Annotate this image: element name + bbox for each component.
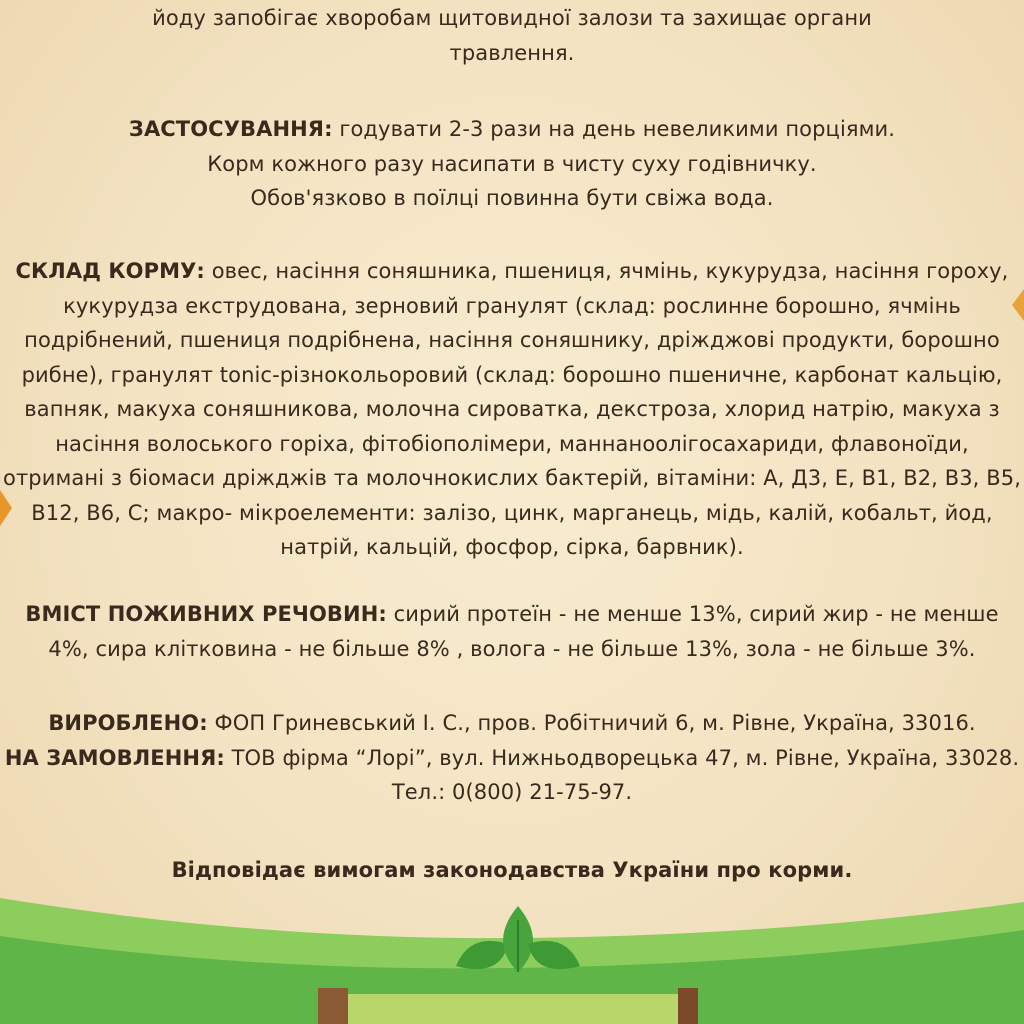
package-box-right xyxy=(678,988,698,1024)
manufacturer-line xyxy=(0,706,1024,741)
usage-line-3: Обов'язково в поїлці повинна бути свіжа вода. xyxy=(250,186,774,210)
composition-line-1-text: овес, насіння соняшника, пшениця, ячмінь, кукурудза, насіння гороху, xyxy=(204,259,1009,283)
composition-line-6: насіння волоського горіха, фітобіополімери, маннаноолігосахариди, флавоноїди, xyxy=(55,431,969,456)
composition-heading: СКЛАД КОРМУ: xyxy=(15,259,205,283)
bottom-decoration xyxy=(0,880,1024,1024)
composition-line-8: В12, В6, С; макро- мікроелементи: залізо, цинк, марганець, мідь, калій, кобальт, йод, xyxy=(31,500,993,525)
usage-line-1 xyxy=(0,112,1024,147)
composition-line-3: подрібнений, пшениця подрібнена, насіння соняшнику, дріжджові продукти, борошно xyxy=(24,328,1000,352)
package-box xyxy=(348,994,678,1024)
iodine-paragraph xyxy=(0,1,1024,70)
iodine-line-2: травлення. xyxy=(449,40,575,65)
usage-section xyxy=(0,112,1024,216)
nutrients-section xyxy=(0,597,1024,666)
nutrients-line-1 xyxy=(0,597,1024,632)
ordered-by-text: ТОВ фірма “Лорі”, вул. Нижньодворецька 47, м. Рівне, Україна, 33028. xyxy=(224,745,1020,770)
composition-line-9: натрій, кальцій, фосфор, сірка, барвник). xyxy=(280,535,744,559)
nutrients-line-2: 4%, сира клітковина - не більше 8% , волога - не більше 13%, зола - не більше 3%. xyxy=(48,636,976,661)
manufacturer-heading: ВИРОБЛЕНО: xyxy=(48,711,208,735)
compliance-statement: Відповідає вимогам законодавства України про корми. xyxy=(171,858,853,882)
nutrients-line-1-text: сирий протеїн - не менше 13%, сирий жир - не менше xyxy=(386,602,999,626)
manufacturer-text: ФОП Гриневський І. С., пров. Робітничий 6, м. Рівне, Україна, 33016. xyxy=(207,711,976,735)
ordered-by-line xyxy=(0,741,1024,776)
package-box-left xyxy=(318,988,348,1024)
composition-section xyxy=(0,254,1024,565)
usage-line-2: Корм кожного разу насипати в чисту суху годівничку. xyxy=(207,151,817,176)
usage-heading: ЗАСТОСУВАННЯ: xyxy=(128,117,333,141)
composition-line-4: рибне), гранулят tonic-різнокольоровий (склад: борошно пшеничне, карбонат кальцію, xyxy=(21,362,1003,387)
nutrients-heading: ВМІСТ ПОЖИВНИХ РЕЧОВИН: xyxy=(25,602,387,626)
usage-line-1-text: годувати 2-3 рази на день невеликими порціями. xyxy=(332,117,896,141)
composition-line-5: вапняк, макуха соняшникова, молочна сироватка, декстроза, хлорид натрію, макуха з xyxy=(24,397,1000,421)
composition-line-1 xyxy=(0,254,1024,289)
composition-line-7: отримані з біомаси дріжджів та молочнокислих бактерій, вітаміни: А, Д3, Е, В1, В2, В3, В5, xyxy=(3,466,1021,490)
composition-line-2: кукурудза екструдована, зерновий гранулят (склад: рослинне борошно, ячмінь xyxy=(63,293,961,318)
phone-line: Тел.: 0(800) 21-75-97. xyxy=(391,780,633,804)
producer-section xyxy=(0,706,1024,810)
ordered-by-heading: НА ЗАМОВЛЕННЯ: xyxy=(4,745,225,770)
iodine-line-1: йоду запобігає хворобам щитовидної залози та захищає органи xyxy=(152,6,872,30)
